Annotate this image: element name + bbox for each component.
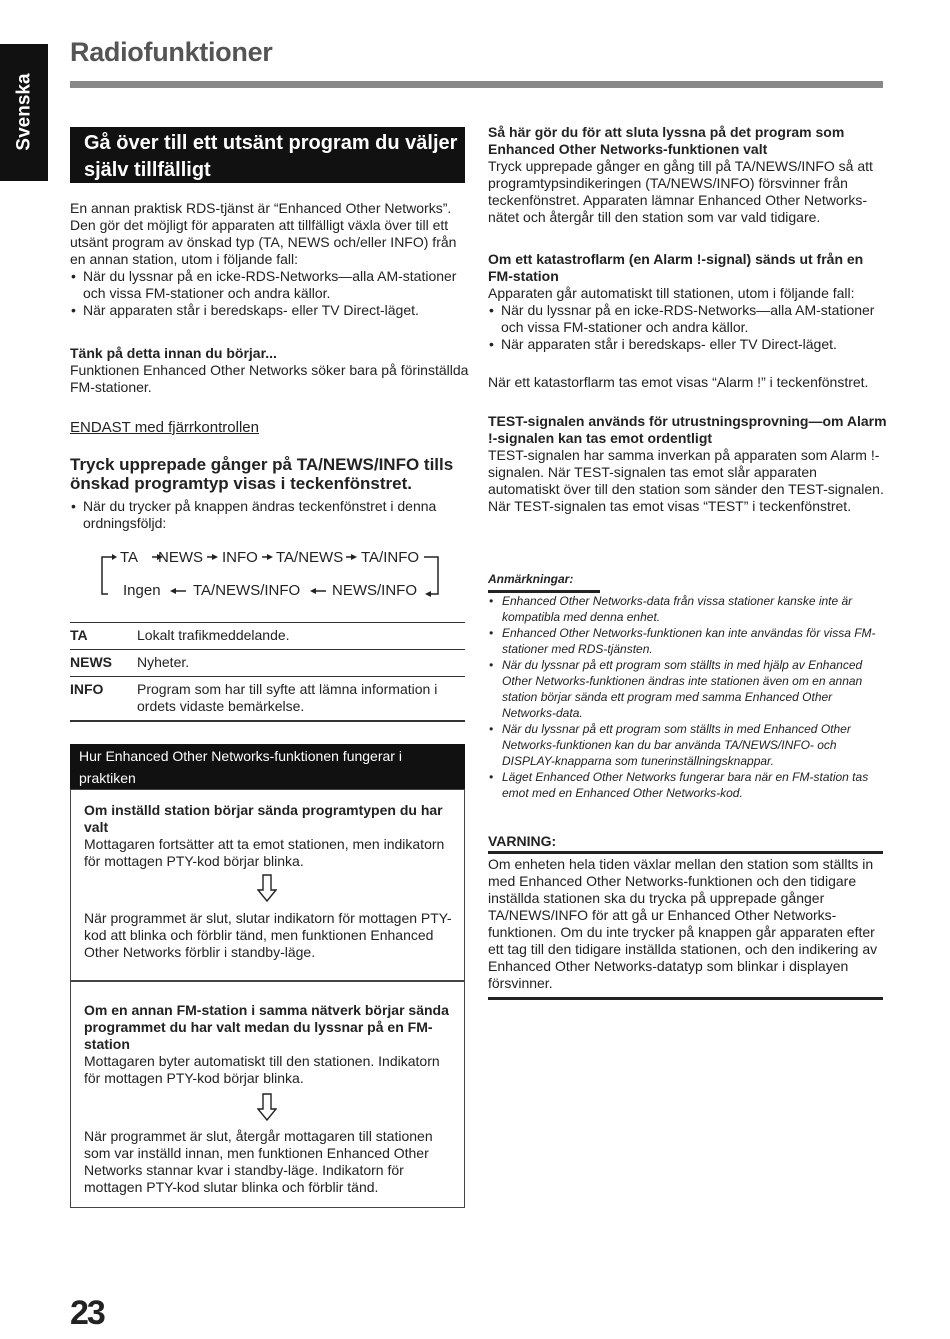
sequence-diagram [100, 546, 442, 602]
down-arrow-icon [257, 1093, 277, 1121]
down-arrow-icon [257, 874, 277, 902]
howto-title: Hur Enhanced Other Networks-funktionen fungerar i praktiken [79, 748, 402, 786]
list-item: • Enhanced Other Networks-data från vissa stationer kanske inte är kompatibla med denna enhet. [488, 593, 883, 625]
list-item: • När du lyssnar på en icke-RDS-Networks—alla AM-stationer och vissa FM-stationer och andra källor. [70, 268, 470, 302]
stop-heading: Så här gör du för att sluta lyssna på det program som Enhanced Other Networks-funktionen valt [488, 124, 845, 157]
case-text: Mottagaren byter automatiskt till den stationen. Indikatorn för mottagen PTY-kod börjar blinka. [84, 1053, 440, 1086]
warning-rule-top [488, 851, 883, 854]
think-text: Funktionen Enhanced Other Networks söker bara på förinställda FM-stationer. [70, 362, 469, 395]
stop-text: Tryck upprepade gånger en gång till på TA/NEWS/INFO så att programtypsindikeringen (TA/NEWS/INFO) försvinner från teckenfönstret. Apparaten lämnar Enhanced Other Networks-nätet och återgår till den station som var vald tidigare. [488, 158, 873, 225]
list-item: • När du lyssnar på ett program som ställts in med hjälp av Enhanced Other Networks-funktionen ändras inte stationen även om en annan station börjar sända ett program med samma Enhanced Other Networks-data. [488, 657, 883, 721]
list-item: • När du lyssnar på en icke-RDS-Networks—alla AM-stationer och vissa FM-stationer och andra källor. [488, 302, 888, 336]
title-rule [70, 81, 883, 88]
case-text: Mottagaren fortsätter att ta emot stationen, men indikatorn för mottagen PTY-kod börjar blinka. [84, 836, 445, 869]
step-block [70, 498, 465, 532]
page-number: 23 [70, 1294, 104, 1332]
alarm-block [488, 251, 888, 353]
test-text: TEST-signalen har samma inverkan på apparaten som Alarm !-signalen. När TEST-signalen tas emot slår apparaten automatiskt över till den station som sänder den TEST-signalen. [488, 447, 884, 497]
warning-rule-bottom [488, 997, 883, 1000]
table-row [70, 623, 465, 650]
seq-item: TA/NEWS [276, 549, 344, 566]
intro-text: En annan praktisk RDS-tjänst är “Enhanced Other Networks”. Den gör det möjligt för apparaten att tillfälligt växla över till ett utsänt program av önskad typ (TA, NEWS och/eller INFO) från en annan station, utom i följande fall: [70, 200, 457, 267]
notes-title-wrap [488, 571, 600, 593]
notes-list [488, 593, 883, 801]
seq-item: INFO [222, 549, 258, 566]
abbr-value: Lokalt trafikmeddelande. [137, 623, 465, 650]
table-row [70, 677, 465, 722]
case-text: När programmet är slut, slutar indikatorn för mottagen PTY-kod att blinka och förblir tänd, men funktionen Enhanced Other Networks förblir i standby-läge. [84, 910, 452, 960]
abbr-key: INFO [70, 677, 137, 722]
alarm-heading: Om ett katastroflarm (en Alarm !-signal) sänds ut från en FM-station [488, 251, 864, 284]
seq-item: TA/NEWS/INFO [193, 582, 301, 599]
list-item: • När du trycker på knappen ändras teckenfönstret i denna ordningsföljd: [70, 498, 465, 532]
abbreviation-table [70, 622, 465, 722]
abbr-value: Nyheter. [137, 650, 465, 677]
seq-item: TA [120, 549, 139, 566]
language-tab [0, 44, 48, 181]
howto-title-bar [70, 744, 465, 790]
remote-only-label: ENDAST med fjärrkontrollen [70, 419, 259, 436]
alarm-after: När ett katastorflarm tas emot visas “Alarm !” i teckenfönstret. [488, 374, 869, 390]
abbr-key: NEWS [70, 650, 137, 677]
warning-title: VARNING: [488, 833, 557, 849]
list-item: • Enhanced Other Networks-funktionen kan inte användas för vissa FM-stationer med RDS-tjänsten. [488, 625, 883, 657]
case-text: När programmet är slut, återgår mottagaren till stationen som var inställd innan, men funktionen Enhanced Other Networks stannar kvar i standby-läge. Indikatorn för mottagen PTY-kod slutar blinka och förblir tänd. [84, 1128, 433, 1195]
test-heading: TEST-signalen används för utrustningsprovning—om Alarm !-signalen kan tas emot ordentligt [488, 413, 887, 446]
think-heading: Tänk på detta innan du börjar... [70, 345, 277, 361]
list-item: • När apparaten står i beredskaps- eller TV Direct-läget. [70, 302, 470, 319]
stop-block [488, 124, 888, 226]
list-item: • När du lyssnar på ett program som ställts in med Enhanced Other Networks-funktionen kan du bar använda TA/NEWS/INFO- och DISPLAY-knapparna som tunerinställningsknappar. [488, 721, 883, 769]
notes-title: Anmärkningar: [488, 572, 574, 586]
seq-item: Ingen [123, 582, 161, 599]
seq-item: NEWS/INFO [332, 582, 417, 599]
case-heading: Om en annan FM-station i samma nätverk börjar sända programmet du har valt medan du lyssnar på en FM-station [84, 1002, 449, 1052]
think-block [70, 345, 470, 396]
language-tab-label: Svenska [13, 73, 35, 151]
abbr-key: TA [70, 623, 137, 650]
intro-bullets [70, 268, 470, 319]
test-text: När TEST-signalen tas emot visas “TEST” i teckenfönstret. [488, 498, 852, 514]
howto-case-2 [70, 980, 465, 1208]
abbr-value: Program som har till syfte att lämna information i ordets vidaste bemärkelse. [137, 677, 465, 722]
step-heading: Tryck upprepade gånger på TA/NEWS/INFO tills önskad programtyp visas i teckenfönstret. [70, 455, 454, 493]
case-heading: Om inställd station börjar sända programtypen du har valt [84, 802, 443, 835]
warning-text: Om enheten hela tiden växlar mellan den station som ställts in med Enhanced Other Networks-funktionen och den tidigare inställda stationen ska du trycka på upprepade gånger TA/NEWS/INFO för att gå ur Enhanced Other Networks-funktionen. Om du inte trycker på knappen går apparaten efter ett tag till den tidigare inställda stationen, och den indikering av Enhanced Other Networks-datatyp som blinkar i displayen försvinner. [488, 856, 878, 991]
table-row [70, 650, 465, 677]
section-title-box [70, 127, 465, 183]
intro-block [70, 200, 470, 319]
page-title: Radiofunktioner [70, 37, 273, 67]
alarm-text: Apparaten går automatiskt till stationen, utom i följande fall: [488, 285, 855, 301]
section-title: Gå över till ett utsänt program du väljer själv tillfälligt [84, 132, 458, 181]
howto-case-1 [70, 789, 465, 982]
test-block [488, 413, 888, 515]
seq-item: TA/INFO [361, 549, 420, 566]
abbreviation-table-wrap [70, 622, 465, 722]
seq-item: NEWS [158, 549, 203, 566]
list-item: • Läget Enhanced Other Networks fungerar bara när en FM-station tas emot med en Enhanced Other Networks-kod. [488, 769, 883, 801]
list-item: • När apparaten står i beredskaps- eller TV Direct-läget. [488, 336, 888, 353]
